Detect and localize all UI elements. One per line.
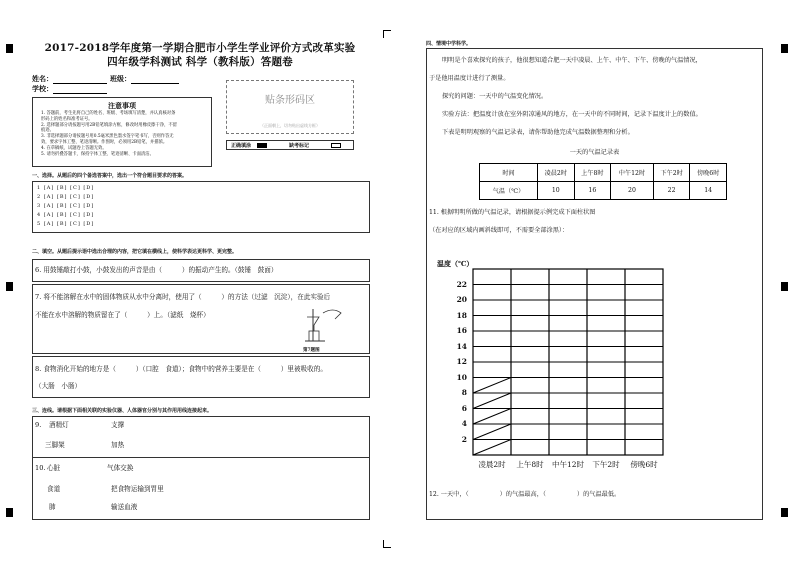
table-header-cell: 中午12时 [611, 164, 654, 182]
chart-bar [473, 378, 511, 456]
table-header-cell: 凌晨2时 [538, 164, 575, 182]
y-tick-label: 2 [461, 434, 467, 444]
barcode-note: （正面朝上，切勿贴出虚线方框） [260, 123, 320, 128]
x-category-label: 上午8时 [516, 460, 544, 469]
barcode-area [226, 80, 354, 134]
notice-item: 3. 非选择题部分请按题号用0.5毫米黑色墨水签字笔书写，否则作答无 [41, 134, 174, 140]
choice-answer-box [32, 181, 370, 233]
registration-mark [6, 282, 13, 291]
missing-label: 缺考标记 [289, 143, 310, 149]
q10-right-item[interactable]: 输送血液 [111, 503, 138, 511]
bar-hatch-line [473, 378, 511, 394]
q10-number: 10. [35, 464, 46, 472]
notice-item: 1. 答题前，考生先将自己的姓名、班级、考场填写清楚，并认真核对条 [41, 111, 176, 116]
q11-line2: （在对应的区域内画斜线即可，不需要全部涂黑）： [429, 227, 569, 234]
q10-left-item[interactable]: 肺 [49, 503, 56, 511]
matching-box [32, 416, 370, 520]
table-cell: 16 [574, 182, 611, 200]
q9-left-item[interactable]: 三脚架 [45, 441, 65, 449]
q7-box [32, 284, 370, 354]
q9-number: 9. [35, 421, 42, 429]
x-category-label: 下午2时 [592, 460, 620, 469]
school-label: 学校： [32, 84, 53, 93]
scenario-box [426, 48, 763, 520]
q8-text-line1[interactable]: 8. 食物消化开始的地方是（ ）（口腔 食道）；食物中的营养主要是在（ ）里被吸收的。 [35, 365, 327, 373]
name-label: 姓名： [32, 74, 53, 83]
y-tick-label: 22 [456, 279, 467, 289]
table-cell: 14 [690, 182, 727, 200]
x-category-label: 中午12时 [551, 460, 585, 469]
x-category-label: 傍晚6时 [630, 460, 658, 469]
fold-mark [383, 540, 391, 548]
exam-title-line2: 四年级学科测试 科学（教科版）答题卷 [107, 56, 293, 68]
y-tick-label: 20 [456, 295, 467, 304]
correct-fill-label: 正确填涂 [231, 143, 252, 149]
experiment-method: 实验方法：把温度计放在室外阴凉通风的地方，在一天中的不同时间，记录下温度计上的数值。 [442, 111, 702, 118]
y-tick-label: 4 [461, 419, 467, 428]
y-tick-label: 10 [456, 372, 467, 382]
x-category-label: 凌晨2时 [478, 460, 506, 469]
y-tick-label: 8 [461, 388, 467, 397]
table-header-cell: 时间 [480, 164, 538, 182]
notice-box [32, 97, 212, 167]
y-tick-label: 12 [456, 357, 467, 366]
q11-line1: 11. 根据明明所做的气温记录，请根据提示例完成下面柱状图 [429, 209, 596, 216]
registration-mark [781, 282, 788, 291]
scenario-para-line1: 明明是个喜欢探究的孩子，他很想知道合肥一天中凌晨、上午、中午、下午、傍晚的气温情况， [442, 57, 702, 64]
q10-left-item[interactable]: 食道 [47, 485, 61, 493]
q9-right-item[interactable]: 支撑 [111, 421, 125, 429]
table-cell: 10 [538, 182, 575, 200]
q6-text[interactable]: 6. 用鼓锤敲打小鼓，小鼓发出的声音是由（ ）的振动产生的。（鼓锤 鼓面） [35, 266, 278, 274]
table-header-cell: 上午8时 [574, 164, 611, 182]
q10-left-item[interactable]: 心脏 [47, 464, 61, 472]
section2-heading: 二、填空。从题后提示语中选出合理的内容，把它填在横线上，使科学表达更科学、更完整。 [32, 249, 238, 255]
temperature-bar-chart[interactable] [427, 49, 764, 521]
table-cell: 20 [611, 182, 654, 200]
school-field[interactable] [32, 84, 107, 94]
q7-text-line1[interactable]: 7. 将不能溶解在水中的固体物质从水中分离时，使用了（ ）的方法（过滤 沉淀），在此实验后 [35, 293, 331, 301]
bar-hatch-line [473, 424, 511, 440]
notice-title: 注意事项 [108, 101, 136, 110]
q8-text-line2[interactable]: （大肠 小肠） [35, 382, 82, 390]
exam-title-line1: 2017-2018学年度第一学期合肥市小学生学业评价方式改革实验 [44, 42, 356, 54]
q8-box [32, 356, 370, 398]
choice-row[interactable]: 1 [A] [B] [C] [D] [37, 185, 95, 191]
divider [33, 457, 369, 458]
notice-item: 4. 在草稿纸、试题卷上答题无效。 [41, 145, 107, 151]
registration-mark [781, 44, 788, 53]
y-tick-label: 14 [456, 341, 467, 351]
y-tick-label: 16 [456, 326, 467, 335]
bar-hatch-line [473, 440, 511, 456]
q10-right-item[interactable]: 气体交换 [107, 464, 134, 472]
registration-mark [781, 508, 788, 517]
inquiry-problem: 探究的问题：一天中的气温变化情况。 [442, 93, 548, 100]
q9-left-item[interactable]: 酒精灯 [49, 421, 69, 429]
notice-item: 2. 选择题部分请按题号用2B铅笔填涂方框，修改时用橡皮擦干净，不留 [41, 122, 177, 128]
choice-row[interactable]: 3 [A] [B] [C] [D] [37, 203, 95, 209]
q6-box [32, 259, 370, 282]
table-row-label: 气温（℃） [480, 182, 538, 200]
fold-mark [383, 30, 391, 38]
filtration-apparatus-figure [295, 305, 351, 345]
bar-hatch-line [473, 409, 511, 425]
barcode-label: 贴条形码区 [265, 95, 315, 106]
table-header-cell: 下午2时 [653, 164, 690, 182]
y-tick-label: 18 [456, 310, 467, 320]
section1-heading: 一、选择。从题后的四个备选答案中，选出一个符合题目要求的答案。 [32, 173, 188, 179]
section3-heading: 三、连线。请根据下面相关联的实验仪器、人体器官分别与其作用用线连接起来。 [32, 408, 213, 414]
q9-right-item[interactable]: 加热 [111, 441, 125, 449]
section4-heading: 四、情境中学科学。 [426, 41, 472, 47]
q12-text[interactable]: 12. 一天中，（ ）的气温最高，（ ）的气温最低。 [429, 491, 621, 498]
table-intro: 下表是明明观察的气温记录表，请你帮助他完成气温数据整理和分析。 [442, 129, 634, 136]
choice-row[interactable]: 4 [A] [B] [C] [D] [37, 212, 95, 218]
bar-hatch-line [473, 393, 511, 409]
class-field[interactable] [110, 74, 179, 84]
missing-fill-mark[interactable] [331, 143, 341, 148]
table-title: 一天的气温记录表 [569, 149, 620, 156]
choice-row[interactable]: 2 [A] [B] [C] [D] [37, 194, 95, 200]
q7-figure-caption: 第7题图 [303, 348, 320, 353]
table-header-cell: 傍晚6时 [690, 164, 727, 182]
choice-row[interactable]: 5 [A] [B] [C] [D] [37, 221, 95, 227]
q10-right-item[interactable]: 把食物运输到胃里 [111, 485, 164, 493]
chart-grid-svg [427, 49, 764, 521]
scenario-para-line2: 于是他用温度计进行了测量。 [429, 75, 510, 82]
chart-y-axis-label: 温度（℃） [437, 259, 474, 268]
correct-fill-mark [257, 143, 267, 148]
class-label: 班级： [110, 74, 131, 83]
registration-mark [6, 508, 13, 517]
fill-example [226, 140, 354, 150]
q7-text-line2[interactable]: 不能在水中溶解的物质留在了（ ）上。（滤纸 烧杯） [35, 311, 210, 319]
notice-item: 痕迹。 [41, 128, 54, 134]
table-cell: 22 [653, 182, 690, 200]
name-field[interactable] [32, 74, 107, 84]
notice-list [41, 111, 205, 157]
y-tick-label: 6 [461, 403, 467, 413]
notice-item: 效，要求字体工整、笔迹清晰。作图时，必须用2B铅笔，并描浓。 [41, 139, 168, 145]
notice-item: 形码上的姓名和准考证号。 [41, 116, 93, 122]
notice-item: 5. 请勿折叠答题卡，保持字体工整、笔迹清晰、卡面清洁。 [41, 151, 154, 157]
